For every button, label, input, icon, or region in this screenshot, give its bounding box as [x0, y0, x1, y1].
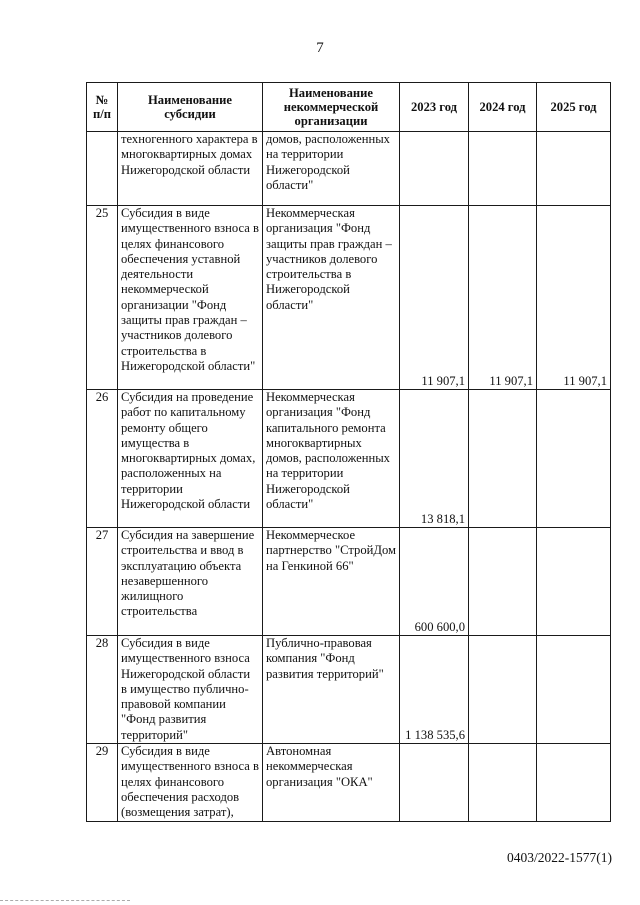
- row-amount-2025: [537, 528, 611, 636]
- row-num: 29: [87, 744, 118, 821]
- header-2023: 2023 год: [400, 83, 469, 132]
- row-subsidy-name: техногенного характера в многоквартирных домах Нижегородской области: [118, 132, 263, 206]
- row-amount-2023: 13 818,1: [400, 390, 469, 528]
- row-num: 27: [87, 528, 118, 636]
- row-subsidy-name: Субсидия на проведение работ по капитальному ремонту общего имущества в многоквартирных домах, расположенных на территории Нижегородской области: [118, 390, 263, 528]
- row-amount-2024: 11 907,1: [469, 206, 537, 390]
- row-num: [87, 132, 118, 206]
- row-amount-2024: [469, 744, 537, 821]
- table-row: [87, 528, 611, 636]
- row-amount-2025: [537, 636, 611, 744]
- row-num: 25: [87, 206, 118, 390]
- header-2025: 2025 год: [537, 83, 611, 132]
- row-amount-2023: 600 600,0: [400, 528, 469, 636]
- row-subsidy-name: Субсидия в виде имущественного взноса в целях финансового обеспечения расходов (возмещения затрат),: [118, 744, 263, 821]
- row-amount-2025: 11 907,1: [537, 206, 611, 390]
- row-amount-2025: [537, 132, 611, 206]
- table-row: [87, 132, 611, 206]
- row-amount-2024: [469, 636, 537, 744]
- table-row: [87, 744, 611, 821]
- row-subsidy-name: Субсидия в виде имущественного взноса Нижегородской области в имущество публично-правовой компании "Фонд развития территорий": [118, 636, 263, 744]
- row-subsidy-name: Субсидия в виде имущественного взноса в целях финансового обеспечения уставной деятельности некоммерческой организации "Фонд защиты прав граждан – участников долевого строительства в Нижегородской области": [118, 206, 263, 390]
- row-organization: Некоммерческое партнерство "СтройДом на Генкиной 66": [263, 528, 400, 636]
- row-amount-2023: [400, 132, 469, 206]
- scan-edge-divider: [0, 900, 130, 901]
- header-2024: 2024 год: [469, 83, 537, 132]
- header-organization-name: Наименование некоммерческой организации: [263, 83, 400, 132]
- row-organization: домов, расположенных на территории Нижегородской области": [263, 132, 400, 206]
- row-num: 26: [87, 390, 118, 528]
- row-num: 28: [87, 636, 118, 744]
- table-row: [87, 390, 611, 528]
- row-amount-2025: [537, 390, 611, 528]
- header-subsidy-name: Наименование субсидии: [118, 83, 263, 132]
- row-amount-2023: 11 907,1: [400, 206, 469, 390]
- document-registration-code: 0403/2022-1577(1): [507, 850, 612, 865]
- row-amount-2025: [537, 744, 611, 821]
- page-number: 7: [316, 40, 324, 56]
- header-num: № п/п: [87, 83, 118, 132]
- subsidies-table: [86, 82, 611, 822]
- row-organization: Некоммерческая организация "Фонд защиты прав граждан – участников долевого строительства в Нижегородской области": [263, 206, 400, 390]
- row-amount-2023: [400, 744, 469, 821]
- row-subsidy-name: Субсидия на завершение строительства и ввод в эксплуатацию объекта незавершенного жилищного строительства: [118, 528, 263, 636]
- table-row: [87, 636, 611, 744]
- row-amount-2024: [469, 390, 537, 528]
- row-amount-2024: [469, 132, 537, 206]
- row-amount-2023: 1 138 535,6: [400, 636, 469, 744]
- table-row: [87, 206, 611, 390]
- row-organization: Некоммерческая организация "Фонд капитального ремонта многоквартирных домов, расположенных на территории Нижегородской области": [263, 390, 400, 528]
- row-organization: Автономная некоммерческая организация "ОКА": [263, 744, 400, 821]
- row-organization: Публично-правовая компания "Фонд развития территорий": [263, 636, 400, 744]
- table-header-row: [87, 83, 611, 132]
- row-amount-2024: [469, 528, 537, 636]
